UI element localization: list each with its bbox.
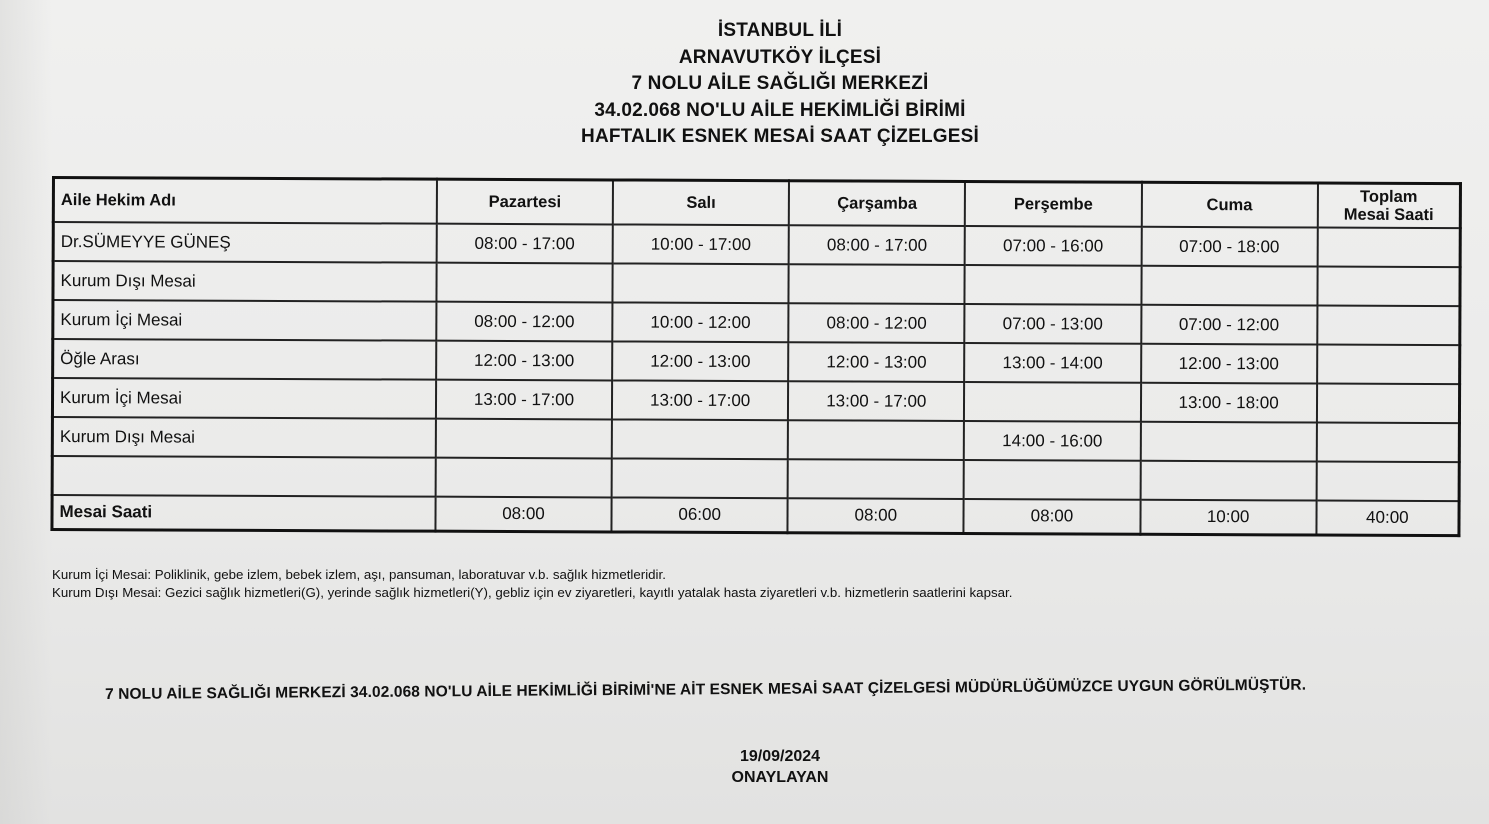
table-cell: [1317, 228, 1460, 268]
table-cell: [1317, 384, 1460, 424]
header-cell-doctor-name: Aile Hekim Adı: [53, 178, 437, 224]
table-row: [52, 378, 1459, 423]
table-cell: 08:00 - 12:00: [436, 302, 612, 342]
total-cell-wednesday: 08:00: [788, 498, 964, 533]
table-row: [53, 339, 1460, 384]
header-cell-friday: Cuma: [1141, 182, 1317, 227]
table-cell: [1141, 266, 1317, 306]
table-cell: [1316, 462, 1459, 502]
table-cell: [612, 419, 788, 459]
table-cell: [1317, 306, 1460, 346]
table-cell: [788, 459, 964, 499]
table-cell: [1140, 422, 1316, 462]
row-label-total: Mesai Saati: [52, 495, 436, 531]
header-schedule-title: HAFTALIK ESNEK MESAİ SAAT ÇİZELGESİ: [581, 126, 979, 147]
table-cell: 07:00 - 12:00: [1141, 305, 1317, 345]
approval-statement: 7 NOLU AİLE SAĞLIĞI MERKEZİ 34.02.068 NO'LU AİLE HEKİMLİĞİ BİRİMİ'NE AİT ESNEK MESAİ SAAT ÇİZELGESİ MÜDÜRLÜĞÜMÜZCE UYGUN GÖRÜLMÜŞTÜR.: [105, 676, 1307, 703]
table-cell: 07:00 - 13:00: [965, 304, 1141, 344]
table-cell: 07:00 - 18:00: [1141, 227, 1317, 267]
approver-title: ONAYLAYAN: [731, 769, 829, 786]
document-header: [420, 18, 1140, 151]
table-cell: 07:00 - 16:00: [965, 226, 1141, 266]
row-label: Kurum İçi Mesai: [52, 378, 436, 419]
table-cell: 08:00 - 17:00: [437, 224, 613, 264]
table-row: [52, 456, 1459, 501]
table-row: [53, 300, 1460, 345]
signoff-block: [680, 746, 880, 788]
header-total-line2: Mesai Saati: [1343, 205, 1434, 225]
total-hours-row: [52, 495, 1459, 536]
table-cell: [964, 382, 1140, 422]
footnote-external-hours: Kurum Dışı Mesai: Gezici sağlık hizmetleri(G), yerinde sağlık hizmetleri(Y), gebliz için ev ziyaretleri, kayıtlı yatalak hasta ziyaretleri v.b. hizmetlerin saatlerini kapsar.: [52, 585, 1013, 600]
total-cell-tuesday: 06:00: [612, 497, 788, 532]
header-province: İSTANBUL İLİ: [717, 20, 843, 41]
footnotes: [52, 566, 1012, 602]
table-cell: 13:00 - 17:00: [788, 381, 964, 421]
header-health-center: 7 NOLU AİLE SAĞLIĞI MERKEZİ: [631, 73, 929, 94]
schedule-table: [50, 176, 1462, 537]
table-header-row: [53, 178, 1460, 229]
header-cell-total-hours: [1317, 183, 1460, 228]
row-label: Kurum Dışı Mesai: [52, 417, 436, 458]
table-cell: [788, 420, 964, 460]
approval-date: 19/09/2024: [739, 748, 821, 765]
row-label-doctor: Dr.SÜMEYYE GÜNEŞ: [53, 222, 437, 263]
table-cell: 13:00 - 14:00: [964, 343, 1140, 383]
table-cell: 10:00 - 12:00: [612, 302, 788, 342]
table-cell: [436, 263, 612, 303]
table-row: [53, 222, 1460, 267]
table-cell: 08:00 - 12:00: [789, 303, 965, 343]
table-cell: 12:00 - 13:00: [788, 342, 964, 382]
table-cell: 08:00 - 17:00: [789, 225, 965, 265]
total-cell-thursday: 08:00: [964, 499, 1140, 534]
table-cell: [613, 263, 789, 303]
table-cell: 13:00 - 17:00: [612, 380, 788, 420]
table-cell: [1316, 423, 1459, 463]
table-cell: [1317, 267, 1460, 307]
header-cell-monday: Pazartesi: [437, 179, 613, 224]
header-district: ARNAVUTKÖY İLÇESİ: [678, 46, 882, 68]
table-cell: 13:00 - 17:00: [436, 380, 612, 420]
page-edge-shadow: [0, 0, 52, 824]
row-label: Kurum İçi Mesai: [53, 300, 437, 341]
header-cell-tuesday: Salı: [613, 180, 789, 225]
table-cell: [612, 458, 788, 498]
table-row: [53, 261, 1460, 306]
header-cell-wednesday: Çarşamba: [789, 181, 965, 226]
table-cell: [789, 264, 965, 304]
row-label: Kurum Dışı Mesai: [53, 261, 437, 302]
footnote-internal-hours: Kurum İçi Mesai: Poliklinik, gebe izlem, bebek izlem, aşı, pansuman, laboratuvar v.b. sağlık hizmetleridir.: [52, 567, 666, 582]
table-cell: 13:00 - 18:00: [1140, 383, 1316, 423]
table-cell: [436, 458, 612, 498]
row-label: [52, 456, 436, 497]
row-label: Öğle Arası: [53, 339, 437, 380]
table-cell: 12:00 - 13:00: [612, 341, 788, 381]
table-cell: [1317, 345, 1460, 385]
total-cell-monday: 08:00: [435, 497, 611, 532]
header-unit: 34.02.068 NO'LU AİLE HEKİMLİĞİ BİRİMİ: [594, 99, 966, 121]
header-total-line1: Toplam: [1359, 187, 1418, 206]
table-cell: [436, 419, 612, 459]
table-cell: [1140, 461, 1316, 501]
total-cell-week: 40:00: [1316, 501, 1459, 536]
table-row: [52, 417, 1459, 462]
table-cell: 12:00 - 13:00: [1141, 344, 1317, 384]
header-cell-thursday: Perşembe: [965, 181, 1141, 226]
table-cell: 12:00 - 13:00: [436, 341, 612, 381]
total-cell-friday: 10:00: [1140, 500, 1316, 535]
table-cell: 10:00 - 17:00: [613, 224, 789, 264]
table-cell: [964, 460, 1140, 500]
table-cell: 14:00 - 16:00: [964, 421, 1140, 461]
table-cell: [965, 265, 1141, 305]
